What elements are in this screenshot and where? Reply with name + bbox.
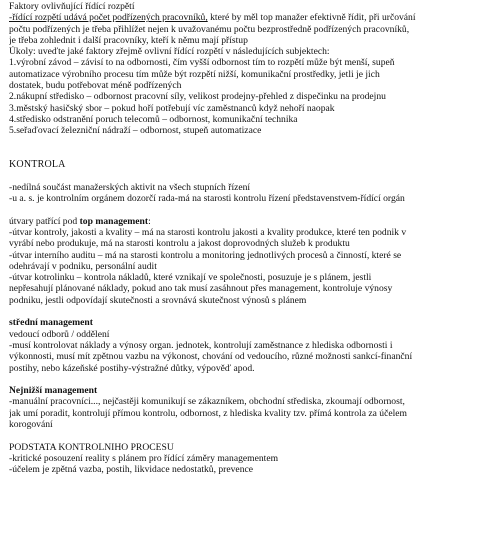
text-line: vedoucí odborů / oddělení	[9, 328, 110, 340]
text-line: dostatek, budu potřebovat méně podřízených	[9, 80, 182, 92]
kontrola-heading: KONTROLA	[9, 159, 66, 171]
text-line: nepřesahují plánované náklady, pokud ano tak musí zasáhnout přes management, kontroluje výnosy	[9, 283, 393, 295]
text-line: -nedílná součást manažerských aktivit na všech stupních řízení	[9, 181, 251, 193]
text-line: korogování	[9, 418, 53, 430]
text-line: výkonnosti, musí mít zpětnou vazbu na výkonost, chování od vedoucího, různé možnosti sankcí-finanční	[9, 351, 413, 363]
text-line: automatizace výrobního procesu tím může být rozpětí nižší, komunikační prostředky, jetli je jich	[9, 68, 380, 80]
text-line: 4.středisko odstranění poruch telecomů – odbornost, komunikační technika	[9, 113, 298, 125]
top-management-term: top management	[79, 215, 149, 227]
middle-management-heading: střední management	[9, 317, 93, 329]
top-management-lead: útvary patřící pod top management:	[9, 215, 151, 227]
text-line: -musí kontrolovat náklady a výnosy organ. jednotek, kontrolují zaměstnance z hlediska odbornosti i	[9, 339, 393, 351]
text-line: -manuální pracovníci..., nejčastěji komunikují se zákazníkem, obchodní střediska, zkoumají odbornost,	[9, 396, 405, 408]
text-line: -útvar kontroly, jakosti a kvality – má na starosti kontrolu jakosti a kvality produkce, které ten podnik v	[9, 226, 407, 238]
lowest-management-heading: Nejnižší management	[9, 385, 98, 397]
text-line: -účelem je zpětná vazba, postih, likvidace nedostatků, prevence	[9, 464, 254, 476]
span-of-control-definition: -řídící rozpětí udává počet podřízených pracovníků,	[9, 12, 208, 24]
text-line: odehrávají v podniku, personální audit	[9, 260, 157, 272]
text-line: 2.nákupní středisko – odbornost pracovní síly, velikost prodejny-přehled z dispečinku na prodejnu	[9, 91, 386, 103]
text-line: -u a. s. je kontrolním orgánem dozorčí rada-má na starosti kontrolu řízení představenstvem-řídící orgán	[9, 193, 405, 205]
text-line: 5.seřaďovací železniční nádraží – odbornost, stupeň automatizace	[9, 125, 262, 137]
text-line: -kritické posouzení reality s plánem pro řídící záměry managementem	[9, 452, 279, 464]
text-line: -útvar interního auditu – má na starosti kontrolu a monitoring jednotlivých procesů a činností, které se	[9, 249, 402, 261]
text-line: je třeba zohlednit i další pracovníky, kteří k němu mají přístup	[9, 34, 248, 46]
text-line: Úkoly: uveďte jaké faktory zřejmě ovlivní řídící rozpětí v následujících subjektech:	[9, 46, 330, 58]
text-line: 3.městský hasičský sbor – pokud hoří potřebují víc zaměstnanců když nehoří naopak	[9, 102, 335, 114]
text-line: -útvar kotrolinku – kontrola nákladů, které vznikají ve společnosti, posuzuje je s plánem, jestli	[9, 272, 372, 284]
text-line: jak umí poradit, kontrolují přímou kontrolu, odbornost, z hlediska kvality tzv. přímá kontrola za účelem	[9, 407, 407, 419]
text-line: vyrábí nebo produkuje, má na starosti kontrolu a jakost doprovodných služeb k produktu	[9, 238, 350, 250]
definition-continuation: které by měl top manažer efektivně řídit, při určování	[207, 12, 416, 24]
text-line	[9, 12, 482, 23]
text-line: postihy, nebo kázeňské postihy-výstražné důtky, výpověď apod.	[9, 362, 255, 374]
control-process-heading: PODSTATA KONTROLNIHO PROCESU	[9, 441, 174, 453]
text-line: počtu podřízených je třeba přihlížet nejen k uvažovanému počtu bezprostředně podřízených pracovníků,	[9, 23, 410, 35]
section-title: Faktory ovlivňující řídící rozpětí	[9, 1, 135, 12]
text-line: podniku, jestli odpovídají skutečnosti a srovnává skutečnost výnosů s plánem	[9, 294, 307, 306]
text-line: 1.výrobní závod – závisí to na odbornosti, čím vyšší odbornost tím to rozpětí může být menší, supeň	[9, 57, 395, 69]
